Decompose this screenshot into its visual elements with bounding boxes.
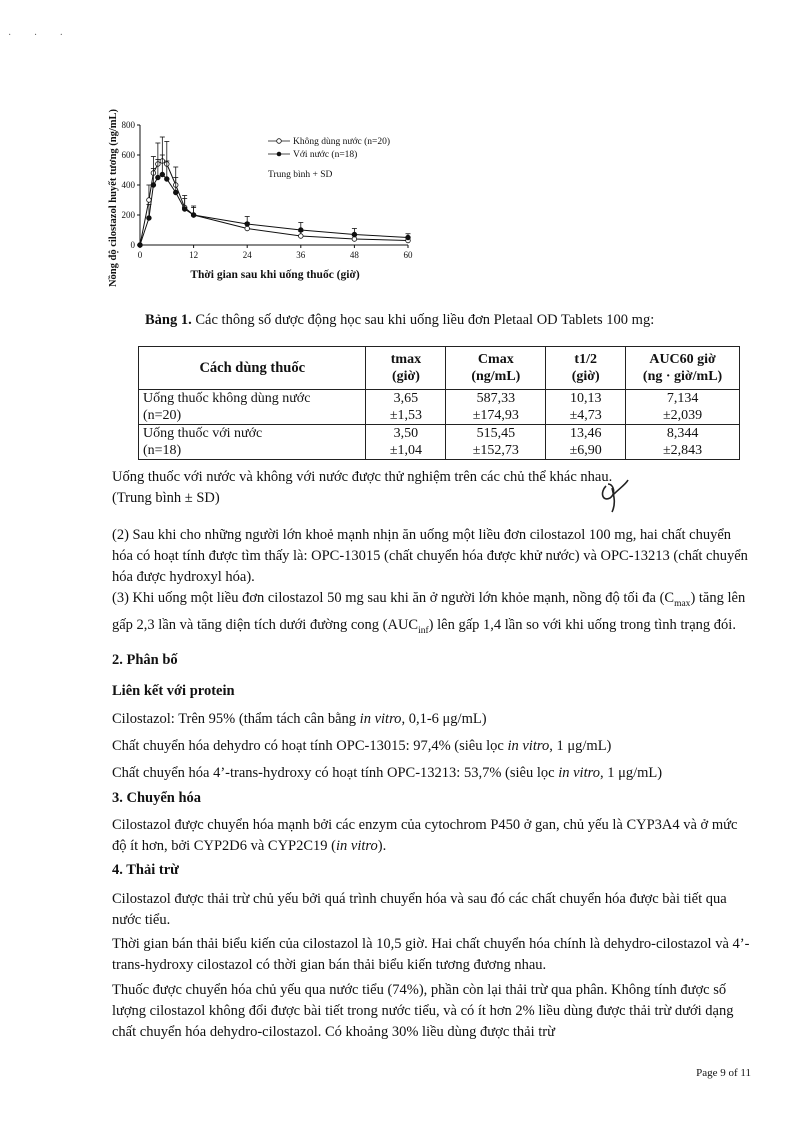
data-point — [245, 222, 250, 227]
table-note-stats: (Trung bình ± SD) — [112, 490, 220, 506]
series-1 — [138, 155, 411, 247]
data-point — [138, 243, 143, 248]
cell-t-half — [546, 390, 626, 425]
text-run: , 1 μg/mL) — [549, 738, 612, 754]
cell-sd: ±152,73 — [472, 443, 519, 458]
cell-sd: ±4,73 — [569, 408, 602, 423]
cell-sd: ±6,90 — [569, 443, 602, 458]
paragraph-elimination-3: Thuốc được chuyển hóa chủ yếu qua nước tiểu (74%), phần còn lại thải trừ qua phân. Không tính được số lượng cilostazol không đổi được bài tiết trong nước tiểu, và có ít hơn 2% liều dùng được thải trừ dưới dạng chất chuyển hóa dehydro-cilostazol. Có khoảng 30% liều dùng được thải trừ — [112, 982, 734, 1040]
text-run: Cilostazol: Trên 95% (thẩm tách cân bằng — [112, 711, 360, 727]
row-label-line2: (n=18) — [143, 443, 182, 458]
scan-marks: · · · — [8, 30, 73, 41]
text-run: , 0,1-6 μg/mL) — [401, 711, 487, 727]
cell-tmax — [366, 425, 446, 460]
header-t-half — [546, 347, 626, 390]
page-number: Page 9 of 11 — [696, 1067, 751, 1079]
cell-mean: 587,33 — [476, 391, 516, 406]
heading-elimination: 4. Thải trừ — [112, 862, 179, 878]
header-auc-unit: (ng · giờ/mL) — [642, 369, 723, 384]
cell-mean: 3,65 — [393, 391, 419, 406]
data-point — [147, 198, 152, 203]
table-header-row — [139, 347, 740, 390]
chart-legend — [268, 136, 390, 160]
italic-term: in vitro — [558, 765, 600, 781]
chart-xlabel: Thời gian sau khi uống thuốc (giờ) — [190, 269, 360, 281]
paragraph-elimination-1: Cilostazol được thải trừ chủ yếu bởi quá trình chuyển hóa và sau đó các chất chuyển hóa được bài tiết qua nước tiểu. — [112, 891, 727, 928]
table-caption — [145, 312, 654, 329]
data-point — [182, 207, 187, 212]
text-run: ). — [377, 838, 387, 854]
row-label — [139, 390, 366, 425]
cell-auc — [626, 425, 740, 460]
series-0 — [138, 137, 411, 247]
header-tmax — [366, 347, 446, 390]
paragraph-food-effect — [112, 588, 752, 642]
data-point — [156, 175, 161, 180]
row-label-line1: Uống thuốc không dùng nước — [143, 391, 311, 406]
y-tick-label: 400 — [121, 180, 135, 190]
italic-term: in vitro — [336, 838, 378, 854]
header-cmax-main: Cmax — [477, 352, 514, 367]
protein-binding-opc13213 — [112, 763, 752, 784]
table-row — [139, 390, 740, 425]
cell-mean: 8,344 — [666, 426, 699, 441]
cell-mean: 7,134 — [666, 391, 699, 406]
legend-label-with-water: Với nước (n=18) — [293, 150, 358, 160]
table-caption-text: Các thông số dược động học sau khi uống liều đơn Pletaal OD Tablets 100 mg: — [191, 312, 655, 328]
y-tick-label: 200 — [121, 210, 135, 220]
y-tick-label: 600 — [121, 150, 135, 160]
cell-cmax — [446, 425, 546, 460]
protein-binding-cilostazol — [112, 709, 752, 730]
text-run: Chất chuyển hóa dehydro có hoạt tính OPC-13015: 97,4% (siêu lọc — [112, 738, 508, 754]
cell-tmax — [366, 390, 446, 425]
cell-sd: ±2,039 — [662, 408, 703, 423]
table-row — [139, 425, 740, 460]
row-label — [139, 425, 366, 460]
protein-binding-opc13015 — [112, 736, 752, 757]
row-label-line1: Uống thuốc với nước — [143, 426, 263, 441]
header-tmax-unit: (giờ) — [391, 369, 420, 384]
handwritten-initial — [596, 474, 632, 514]
data-point — [147, 216, 152, 221]
paragraph-metabolism — [112, 815, 752, 857]
y-tick-label: 0 — [130, 240, 135, 250]
data-point — [299, 234, 304, 239]
y-tick-label: 800 — [121, 120, 135, 130]
paragraph-elimination-2: Thời gian bán thải biểu kiến của cilostazol là 10,5 giờ. Hai chất chuyển hóa chính là dehydro-cilostazol và 4’-trans-hydroxy cilostazol có thời gian bán thải biểu kiến tương đương nhau. — [112, 936, 750, 973]
text-run: , 1 μg/mL) — [599, 765, 663, 781]
text-run: ) tăng lên gấp 2,3 lần và tăng diện tích dưới đường cong (AUC — [112, 590, 746, 633]
text-run: ) lên gấp 1,4 lần so với khi uống trong tình trạng đói. — [428, 616, 736, 633]
pk-parameters-table — [138, 346, 740, 460]
cell-t-half — [546, 425, 626, 460]
header-tmax-main: tmax — [390, 352, 422, 367]
row-label-line2: (n=20) — [143, 408, 182, 423]
data-point — [173, 190, 178, 195]
data-point — [160, 172, 165, 177]
header-method: Cách dùng thuốc — [139, 347, 366, 390]
cell-mean: 515,45 — [476, 426, 516, 441]
chart-ylabel: Nồng độ cilostazol huyết tương (ng/mL) — [108, 108, 119, 288]
heading-protein-binding: Liên kết với protein — [112, 683, 235, 699]
x-tick-label: 60 — [403, 250, 413, 260]
header-t-half-main: t1/2 — [574, 352, 597, 367]
legend-label-no-water: Không dùng nước (n=20) — [293, 137, 391, 147]
data-point — [191, 213, 196, 218]
x-tick-label: 36 — [296, 250, 306, 260]
paragraph-metabolites: (2) Sau khi cho những người lớn khoẻ mạnh nhịn ăn uống một liều đơn cilostazol 100 mg, hai chất chuyển hóa có hoạt tính được tìm thấy là: OPC-13015 (chất chuyển hóa được khử nước) và OPC-13213 (chất chuyển hóa được hydroxyl hóa). — [112, 527, 748, 585]
italic-term: in vitro — [359, 711, 402, 727]
data-point — [299, 228, 304, 233]
x-tick-label: 0 — [137, 250, 143, 260]
subscript-max: max — [674, 598, 691, 609]
header-cmax — [446, 347, 546, 390]
data-point — [245, 226, 250, 231]
heading-distribution: 2. Phân bố — [112, 652, 178, 668]
cell-mean: 3,50 — [393, 426, 419, 441]
data-point — [151, 183, 156, 188]
data-point — [406, 235, 411, 240]
data-point — [352, 232, 357, 237]
data-point — [352, 237, 357, 242]
cell-cmax — [446, 390, 546, 425]
header-cmax-unit: (ng/mL) — [471, 369, 521, 384]
header-t-half-unit: (giờ) — [571, 369, 600, 384]
series-line — [140, 175, 408, 246]
subscript-inf: inf — [418, 625, 429, 636]
text-run: Chất chuyển hóa 4’-trans-hydroxy có hoạt tính OPC-13213: 53,7% (siêu lọc — [112, 765, 559, 781]
cell-mean: 13,46 — [569, 426, 602, 441]
cell-mean: 10,13 — [569, 391, 602, 406]
header-auc-main: AUC60 giờ — [649, 352, 716, 367]
x-tick-label: 24 — [242, 250, 252, 260]
text-run: (3) Khi uống một liều đơn cilostazol 50 mg sau khi ăn ở người lớn khỏe mạnh, nồng độ tối đa (C — [112, 590, 675, 606]
cell-sd: ±1,53 — [389, 408, 423, 423]
table-note: Uống thuốc với nước và không với nước được thử nghiệm trên các chủ thể khác nhau. — [112, 469, 613, 485]
data-point — [165, 177, 170, 182]
header-auc — [626, 347, 740, 390]
chart-annotation: Trung bình + SD — [268, 170, 333, 180]
table-caption-label: Bảng 1. — [145, 312, 192, 328]
heading-metabolism: 3. Chuyển hóa — [112, 790, 202, 806]
cell-sd: ±2,843 — [662, 443, 703, 458]
pk-chart — [100, 105, 430, 300]
cell-sd: ±174,93 — [472, 408, 519, 423]
text-run: Cilostazol được chuyển hóa mạnh bởi các enzym của cytochrom P450 ở gan, chủ yếu là CYP3A4 và ở mức độ ít hơn, bởi CYP2D6 và CYP2C19 ( — [112, 817, 738, 854]
x-tick-label: 12 — [189, 250, 199, 260]
italic-term: in vitro — [507, 738, 550, 754]
cell-sd: ±1,04 — [389, 443, 423, 458]
x-tick-label: 48 — [349, 250, 359, 260]
cell-auc — [626, 390, 740, 425]
